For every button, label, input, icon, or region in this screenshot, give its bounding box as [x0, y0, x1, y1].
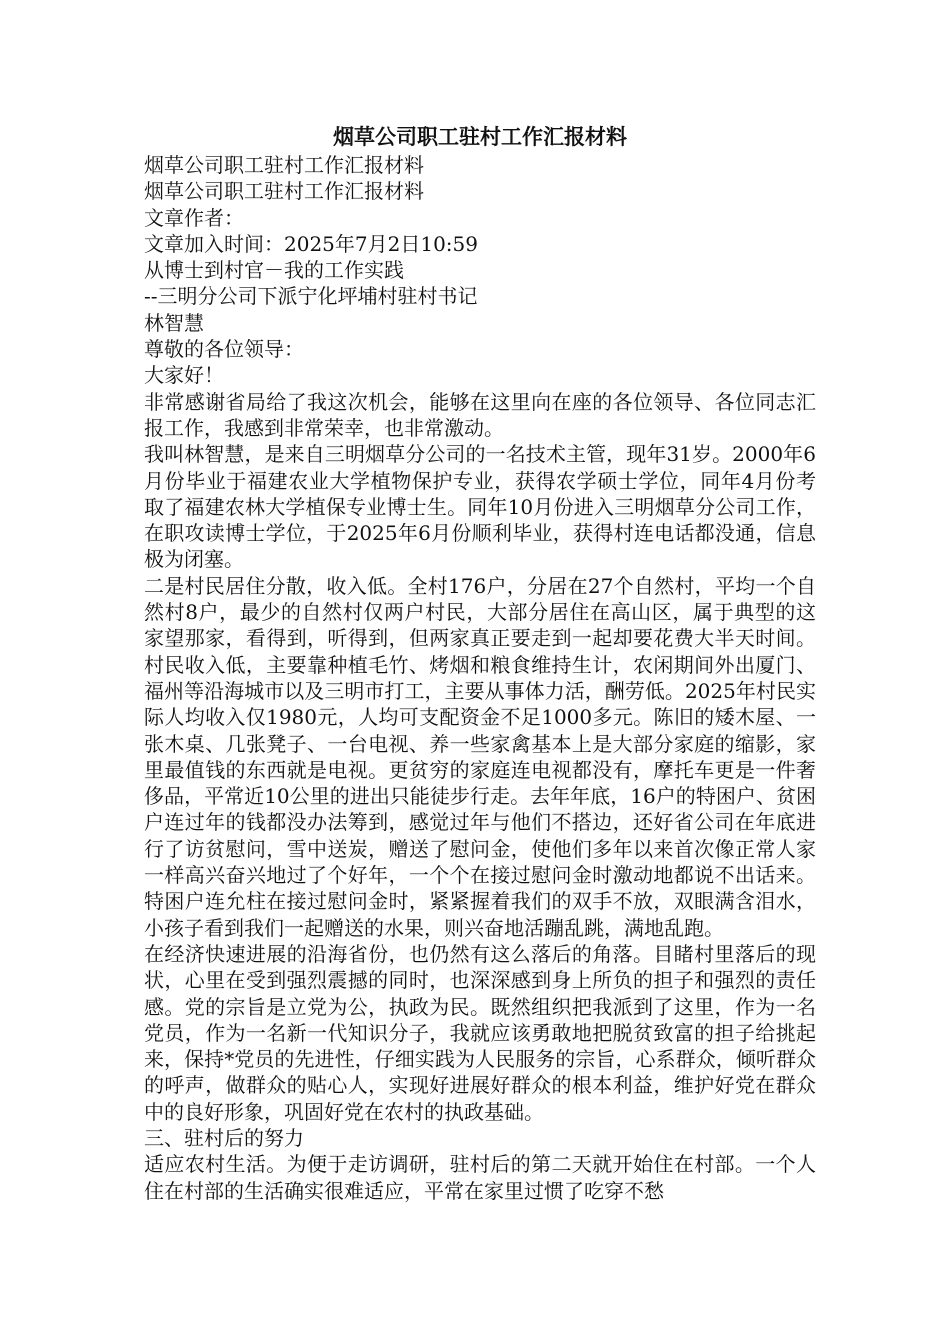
document-page — [144, 122, 816, 1204]
paragraph: 非常感谢省局给了我这次机会，能够在这里向在座的各位领导、各位同志汇报工作，我感到非常荣幸，也非常激动。 — [144, 389, 816, 440]
section-heading: 三、驻村后的努力 — [144, 1125, 304, 1150]
paragraph: 在经济快速进展的沿海省份，也仍然有这么落后的角落。目睹村里落后的现状，心里在受到强烈震撼的同时，也深深感到身上所负的担子和强烈的责任感。党的宗旨是立党为公，执政为民。既然组织把我派到了这里，作为一名党员，作为一名新一代知识分子，我就应该勇敢地把脱贫致富的担子给挑起来，保持*党员的先进性，仔细实践为人民服务的宗旨，心系群众，倾听群众的呼声，做群众的贴心人，实现好进展好群众的根本利益，维护好党在群众中的良好形象，巩固好党在农村的执政基础。 — [144, 941, 816, 1124]
subtitle-line: 从博士到村官－我的工作实践 — [144, 258, 404, 283]
header-line-title-2: 烟草公司职工驻村工作汇报材料 — [144, 179, 424, 204]
position-line: --三明分公司下派宁化坪埔村驻村书记 — [144, 284, 478, 309]
document-title: 烟草公司职工驻村工作汇报材料 — [333, 124, 627, 149]
greeting-line: 大家好！ — [144, 363, 224, 388]
name-line: 林智慧 — [144, 310, 204, 335]
paragraph: 适应农村生活。为便于走访调研，驻村后的第二天就开始住在村部。一个人住在村部的生活确实很难适应，平常在家里过惯了吃穿不愁 — [144, 1152, 816, 1203]
date-line: 文章加入时间：2025年7月2日10:59 — [144, 231, 478, 256]
salutation-line: 尊敬的各位领导： — [144, 337, 304, 362]
paragraph: 二是村民居住分散，收入低。全村176户，分居在27个自然村，平均一个自然村8户，最少的自然村仅两户村民，大部分居住在高山区，属于典型的这家望那家，看得到，听得到，但两家真正要走到一起却要花费大半天时间。村民收入低，主要靠种植毛竹、烤烟和粮食维持生计，农闲期间外出厦门、福州等沿海城市以及三明市打工，主要从事体力活，酬劳低。2025年村民实际人均收入仅1980元，人均可支配资金不足1000多元。陈旧的矮木屋、一张木桌、几张凳子、一台电视、养一些家禽基本上是大部分家庭的缩影，家里最值钱的东西就是电视。更贫穷的家庭连电视都没有，摩托车更是一件奢侈品，平常近10公里的进出只能徒步行走。去年年底，16户的特困户、贫困户连过年的钱都没办法筹到，感觉过年与他们不搭边，还好省公司在年底进行了访贫慰问，雪中送炭，赠送了慰问金，使他们多年以来首次像正常人家一样高兴奋兴地过了个好年，一个个在接过慰问金时激动地都说不出话来。特困户连允柱在接过慰问金时，紧紧握着我们的双手不放，双眼满含泪水，小孩子看到我们一起赠送的水果，则兴奋地活蹦乱跳，满地乱跑。 — [144, 573, 816, 940]
document-body — [144, 152, 816, 1204]
header-line-title-1: 烟草公司职工驻村工作汇报材料 — [144, 153, 424, 177]
paragraph: 我叫林智慧，是来自三明烟草分公司的一名技术主管，现年31岁。2000年6月份毕业于福建农业大学植物保护专业，获得农学硕士学位，同年4月份考取了福建农林大学植保专业博士生。同年10月份进入三明烟草分公司工作，在职攻读博士学位，于2025年6月份顺利毕业，获得村连电话都没通，信息极为闭塞。 — [144, 442, 816, 572]
author-line: 文章作者： — [144, 205, 244, 230]
